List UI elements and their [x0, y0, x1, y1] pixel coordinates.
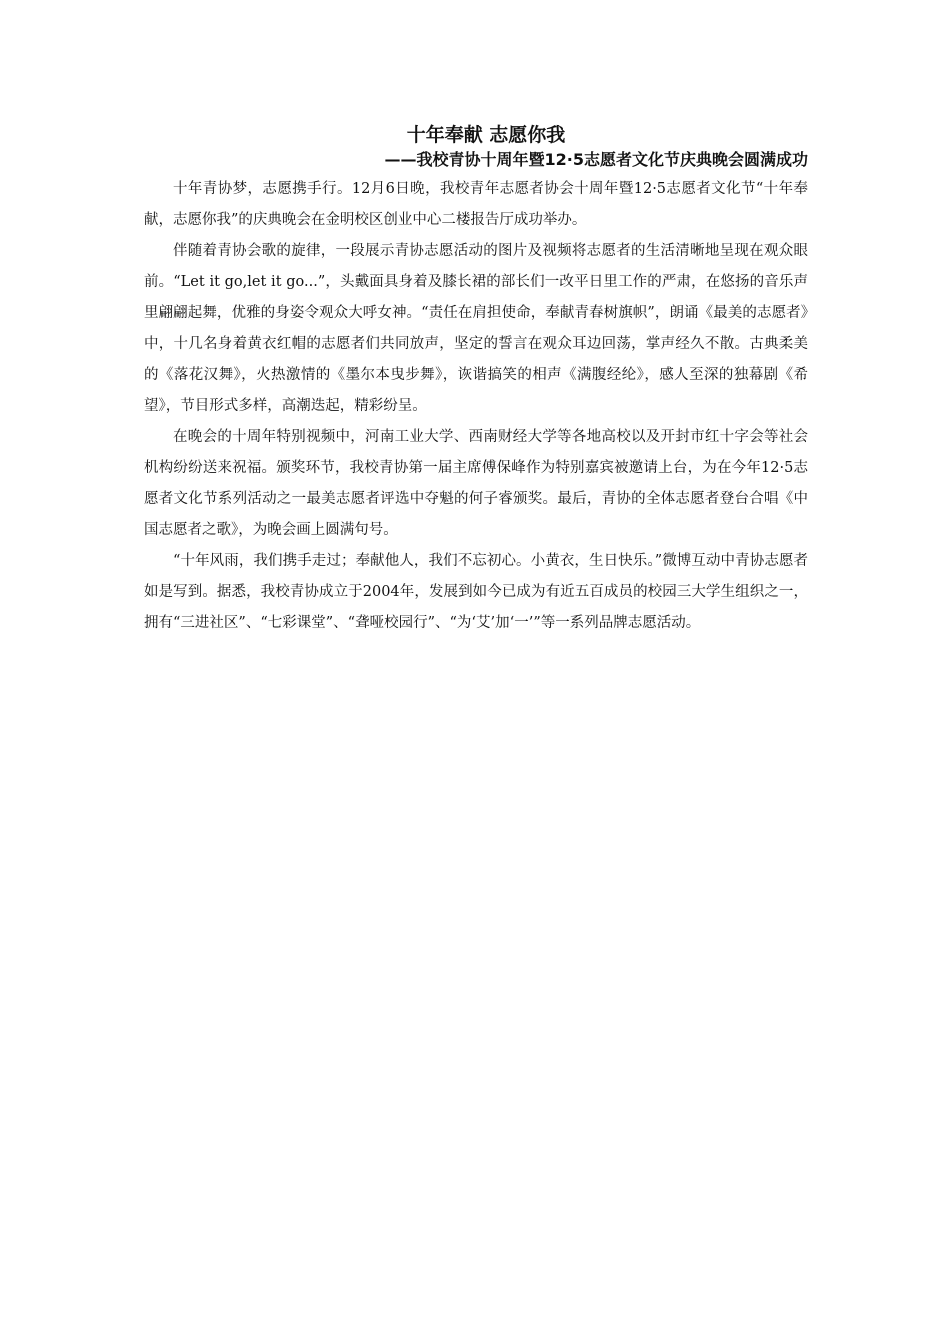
article-paragraph: 伴随着青协会歌的旋律，一段展示青协志愿活动的图片及视频将志愿者的生活清晰地呈现在观众眼前。“Let it go,let it go...”，头戴面具身着及膝长裙的部长们一改平日里工作的严肃，在悠扬的音乐声里翩翩起舞，优雅的身姿令观众大呼女神。“责任在肩担使命，奉献青春树旗帜”，朗诵《最美的志愿者》中，十几名身着黄衣红帽的志愿者们共同放声，坚定的誓言在观众耳边回荡，掌声经久不散。古典柔美的《落花汉舞》，火热激情的《墨尔本曳步舞》，诙谐搞笑的相声《满腹经纶》，感人至深的独幕剧《希望》，节目形式多样，高潮迭起，精彩纷呈。 — [144, 243, 808, 414]
article — [144, 122, 808, 639]
article-subtitle: ——我校青协十周年暨12·5志愿者文化节庆典晚会圆满成功 — [384, 150, 808, 169]
article-title: 十年奉献 志愿你我 — [406, 124, 566, 146]
article-paragraph: “十年风雨，我们携手走过；奉献他人，我们不忘初心。小黄衣，生日快乐。”微博互动中青协志愿者如是写到。据悉，我校青协成立于2004年，发展到如今已成为有近五百成员的校园三大学生组织之一，拥有“三进社区”、“七彩课堂”、“聋哑校园行”、“为‘艾’加‘一’”等一系列品牌志愿活动。 — [144, 553, 808, 631]
article-paragraph: 十年青协梦，志愿携手行。12月6日晚，我校青年志愿者协会十周年暨12·5志愿者文化节“十年奉献，志愿你我”的庆典晚会在金明校区创业中心二楼报告厅成功举办。 — [144, 181, 808, 228]
article-paragraph: 在晚会的十周年特别视频中，河南工业大学、西南财经大学等各地高校以及开封市红十字会等社会机构纷纷送来祝福。颁奖环节，我校青协第一届主席傅保峰作为特别嘉宾被邀请上台，为在今年12·5志愿者文化节系列活动之一最美志愿者评选中夺魁的何子睿颁奖。最后，青协的全体志愿者登台合唱《中国志愿者之歌》，为晚会画上圆满句号。 — [144, 429, 808, 538]
